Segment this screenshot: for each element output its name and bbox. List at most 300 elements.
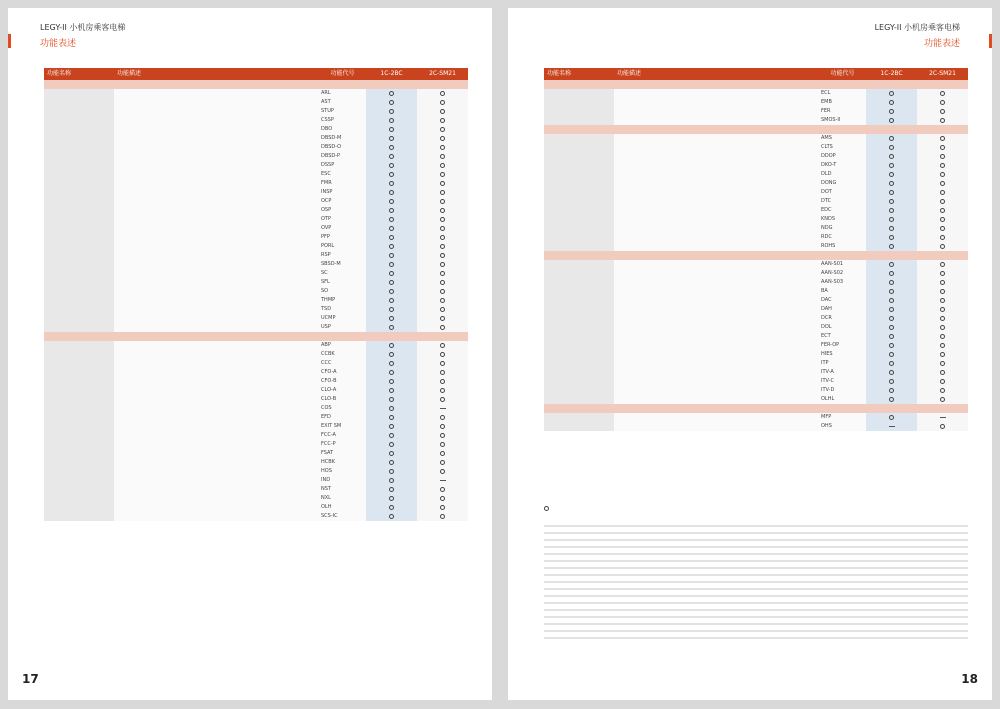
table-row [544,386,968,395]
description-cell [114,386,319,395]
standard-dot-icon [389,487,394,492]
availability-2csm21 [417,197,468,206]
description-cell [614,188,819,197]
table-row [544,377,968,386]
availability-2csm21 [917,386,968,395]
function-name-cell [44,503,114,512]
description-cell [614,341,819,350]
availability-1c2bc [366,377,417,386]
availability-1c2bc [366,422,417,431]
function-name-cell [544,422,614,431]
availability-2csm21 [917,179,968,188]
function-name-cell [44,368,114,377]
availability-1c2bc [866,359,917,368]
availability-1c2bc [366,242,417,251]
availability-2csm21 [917,323,968,332]
standard-dot-icon [389,379,394,384]
standard-dot-icon [389,208,394,213]
table-row [544,350,968,359]
table-row [44,359,468,368]
description-cell [614,116,819,125]
function-name-cell [44,278,114,287]
function-code: ESC [319,170,366,179]
table-body [544,80,968,431]
availability-2csm21 [417,422,468,431]
availability-2csm21 [917,215,968,224]
function-name-cell [44,134,114,143]
availability-2csm21 [417,476,468,485]
function-code: SC [319,269,366,278]
function-code: RSP [319,251,366,260]
availability-2csm21 [417,161,468,170]
standard-dot-icon [389,145,394,150]
standard-dot-icon [389,289,394,294]
standard-dot-icon [940,244,945,249]
table-row [44,485,468,494]
function-code: SMOS-II [819,116,866,125]
availability-2csm21 [917,206,968,215]
availability-2csm21 [417,269,468,278]
function-code: ECL [819,89,866,98]
unavailable-dash [440,480,446,481]
availability-1c2bc [866,170,917,179]
function-code: NXL [319,494,366,503]
function-code: DONG [819,179,866,188]
accent-bar [8,34,11,48]
availability-2csm21 [917,350,968,359]
function-name-cell [44,188,114,197]
function-name-cell [44,215,114,224]
standard-dot-icon [389,163,394,168]
description-cell [614,89,819,98]
function-name-cell [544,233,614,242]
availability-1c2bc [866,287,917,296]
function-code: DOL [819,323,866,332]
section-heading [544,80,968,89]
description-cell [114,242,319,251]
standard-dot-icon [889,325,894,330]
function-name-cell [544,413,614,422]
function-name-cell [44,449,114,458]
standard-dot-icon [940,289,945,294]
standard-dot-icon [440,154,445,159]
standard-dot-icon [889,172,894,177]
function-code: CCC [319,359,366,368]
description-cell [114,134,319,143]
availability-2csm21 [917,152,968,161]
function-name-cell [544,341,614,350]
page-number: 18 [961,672,978,686]
availability-2csm21 [917,341,968,350]
standard-dot-icon [440,100,445,105]
table-row [44,251,468,260]
standard-dot-icon [389,451,394,456]
function-code: FCC-A [319,431,366,440]
function-name-cell [544,116,614,125]
function-code: AAN-S03 [819,278,866,287]
availability-1c2bc [366,494,417,503]
standard-dot-icon [889,190,894,195]
table-row [44,323,468,332]
standard-dot-icon [889,136,894,141]
function-name-cell [544,170,614,179]
standard-dot-icon [440,208,445,213]
availability-2csm21 [417,350,468,359]
page-left [8,8,492,700]
function-name-cell [544,215,614,224]
description-cell [614,107,819,116]
availability-2csm21 [417,368,468,377]
table-row [544,269,968,278]
availability-2csm21 [417,89,468,98]
availability-2csm21 [917,170,968,179]
description-cell [114,116,319,125]
function-code: OTP [319,215,366,224]
standard-dot-icon [440,352,445,357]
function-name-cell [44,116,114,125]
availability-2csm21 [417,323,468,332]
availability-2csm21 [417,170,468,179]
function-code: AAN-S01 [819,260,866,269]
table-row [44,242,468,251]
function-code: PORL [319,242,366,251]
table-row [544,224,968,233]
function-code: CCBK [319,350,366,359]
availability-1c2bc [366,287,417,296]
description-cell [114,143,319,152]
table-row [544,197,968,206]
column-header-description: 功能描述 [617,70,642,77]
description-cell [114,161,319,170]
column-header-name: 功能名称 [47,70,72,77]
function-code: NST [319,485,366,494]
function-name-cell [44,323,114,332]
column-header-code: 功能代号 [830,70,855,77]
function-name-cell [544,152,614,161]
standard-dot-icon [389,370,394,375]
description-cell [114,251,319,260]
table-row [544,323,968,332]
table-row [44,215,468,224]
function-code: ABP [319,341,366,350]
standard-dot-icon [440,190,445,195]
table-row [44,287,468,296]
column-header-1c2bc: 1C-2BC [880,70,903,77]
availability-2csm21 [917,377,968,386]
function-code: DAH [819,305,866,314]
description-cell [114,422,319,431]
function-code: HIES [819,350,866,359]
table-row [44,89,468,98]
function-name-cell [544,350,614,359]
availability-1c2bc [366,323,417,332]
function-name-cell [44,359,114,368]
standard-dot-icon [940,190,945,195]
description-cell [114,350,319,359]
availability-2csm21 [417,287,468,296]
description-cell [114,287,319,296]
availability-2csm21 [917,314,968,323]
standard-dot-icon [940,316,945,321]
table-row [44,404,468,413]
description-cell [114,404,319,413]
standard-dot-icon [440,91,445,96]
availability-2csm21 [417,386,468,395]
function-code: DBSD-M [319,134,366,143]
function-code: ARL [319,89,366,98]
standard-dot-icon [440,316,445,321]
legend [544,506,549,512]
standard-dot-icon [440,289,445,294]
table-row [44,476,468,485]
availability-1c2bc [866,422,917,431]
function-name-cell [44,251,114,260]
function-code: DBSD-O [319,143,366,152]
table-row [544,116,968,125]
description-cell [114,233,319,242]
function-name-cell [544,386,614,395]
table-row [44,296,468,305]
availability-2csm21 [417,206,468,215]
function-code: FER-OP [819,341,866,350]
table-row [44,188,468,197]
description-cell [114,440,319,449]
availability-1c2bc [866,143,917,152]
availability-1c2bc [366,350,417,359]
description-cell [114,458,319,467]
table-row [44,305,468,314]
standard-dot-icon [940,226,945,231]
availability-2csm21 [417,404,468,413]
description-cell [114,260,319,269]
standard-dot-icon [440,424,445,429]
standard-dot-icon [389,505,394,510]
function-name-cell [44,512,114,521]
standard-dot-icon [544,506,549,511]
availability-2csm21 [417,179,468,188]
availability-1c2bc [866,341,917,350]
standard-dot-icon [889,334,894,339]
description-cell [114,206,319,215]
availability-1c2bc [866,242,917,251]
availability-2csm21 [417,440,468,449]
availability-1c2bc [866,206,917,215]
description-cell [614,170,819,179]
function-name-cell [544,377,614,386]
function-code: DOT [819,188,866,197]
function-code: SCS-IC [319,512,366,521]
function-name-cell [44,386,114,395]
function-code: EMB [819,98,866,107]
function-name-cell [44,287,114,296]
table-row [544,359,968,368]
table-row [44,449,468,458]
standard-dot-icon [940,181,945,186]
standard-dot-icon [440,343,445,348]
availability-2csm21 [417,251,468,260]
function-name-cell [544,287,614,296]
availability-1c2bc [866,179,917,188]
function-code: STUP [319,107,366,116]
standard-dot-icon [889,388,894,393]
function-code: COS [319,404,366,413]
description-cell [114,305,319,314]
standard-dot-icon [389,307,394,312]
table-row [44,386,468,395]
availability-1c2bc [366,98,417,107]
header-title: LEGY-II 小机房乘客电梯 [874,23,960,32]
table-row [44,422,468,431]
function-code: CLTS [819,143,866,152]
availability-1c2bc [366,368,417,377]
standard-dot-icon [389,235,394,240]
standard-dot-icon [889,370,894,375]
function-name-cell [44,395,114,404]
section-heading [544,404,968,413]
function-name-cell [44,341,114,350]
availability-1c2bc [366,476,417,485]
function-name-cell [544,359,614,368]
function-code: ITV-A [819,368,866,377]
function-name-cell [44,485,114,494]
standard-dot-icon [440,262,445,267]
table-row [44,278,468,287]
description-cell [114,467,319,476]
standard-dot-icon [389,478,394,483]
function-code: DCR [819,314,866,323]
standard-dot-icon [440,118,445,123]
standard-dot-icon [889,244,894,249]
availability-1c2bc [866,332,917,341]
standard-dot-icon [389,352,394,357]
table-row [544,242,968,251]
function-code: AAN-S02 [819,269,866,278]
standard-dot-icon [940,307,945,312]
function-code: DLD [819,170,866,179]
function-code: FSAT [319,449,366,458]
description-cell [114,89,319,98]
availability-1c2bc [366,467,417,476]
function-code: THMP [319,296,366,305]
description-cell [614,98,819,107]
description-cell [114,188,319,197]
description-cell [114,197,319,206]
description-cell [614,233,819,242]
availability-1c2bc [866,152,917,161]
description-cell [114,278,319,287]
description-cell [114,314,319,323]
table-row [44,125,468,134]
function-name-cell [544,332,614,341]
availability-1c2bc [866,215,917,224]
availability-1c2bc [366,215,417,224]
availability-2csm21 [917,107,968,116]
table-row [44,107,468,116]
function-name-cell [44,233,114,242]
function-code: FMR [319,179,366,188]
availability-2csm21 [417,233,468,242]
standard-dot-icon [940,298,945,303]
table-row [44,314,468,323]
standard-dot-icon [389,496,394,501]
availability-1c2bc [866,296,917,305]
function-code: FER [819,107,866,116]
table-row [44,197,468,206]
availability-1c2bc [866,314,917,323]
availability-2csm21 [917,242,968,251]
column-header-2csm21: 2C-SM21 [429,70,456,77]
availability-1c2bc [366,161,417,170]
standard-dot-icon [889,415,894,420]
function-name-cell [44,458,114,467]
availability-2csm21 [417,359,468,368]
standard-dot-icon [940,343,945,348]
function-name-cell [44,260,114,269]
standard-dot-icon [940,235,945,240]
standard-dot-icon [440,379,445,384]
availability-2csm21 [417,188,468,197]
function-code: DBSD-P [319,152,366,161]
standard-dot-icon [389,397,394,402]
availability-1c2bc [366,395,417,404]
standard-dot-icon [940,262,945,267]
availability-1c2bc [366,512,417,521]
table-row [44,341,468,350]
standard-dot-icon [940,280,945,285]
description-cell [114,431,319,440]
section-heading [544,125,968,134]
description-cell [614,269,819,278]
description-cell [614,152,819,161]
availability-2csm21 [917,89,968,98]
standard-dot-icon [389,91,394,96]
function-name-cell [544,323,614,332]
availability-1c2bc [366,404,417,413]
function-name-cell [544,224,614,233]
column-header-1c2bc: 1C-2BC [380,70,403,77]
standard-dot-icon [940,154,945,159]
standard-dot-icon [440,253,445,258]
availability-2csm21 [917,116,968,125]
standard-dot-icon [440,217,445,222]
description-cell [614,287,819,296]
column-header-name: 功能名称 [547,70,572,77]
availability-2csm21 [417,305,468,314]
page-number: 17 [22,672,39,686]
table-row [44,377,468,386]
description-cell [614,314,819,323]
standard-dot-icon [940,370,945,375]
description-cell [114,476,319,485]
description-cell [114,494,319,503]
description-cell [614,224,819,233]
standard-dot-icon [389,514,394,519]
standard-dot-icon [389,244,394,249]
availability-2csm21 [417,449,468,458]
function-code: DTC [819,197,866,206]
standard-dot-icon [889,316,894,321]
availability-1c2bc [866,89,917,98]
availability-2csm21 [417,503,468,512]
availability-1c2bc [366,413,417,422]
standard-dot-icon [940,100,945,105]
availability-1c2bc [866,98,917,107]
function-code: FCC-P [319,440,366,449]
table-row [544,107,968,116]
availability-1c2bc [866,368,917,377]
standard-dot-icon [389,190,394,195]
availability-1c2bc [366,224,417,233]
